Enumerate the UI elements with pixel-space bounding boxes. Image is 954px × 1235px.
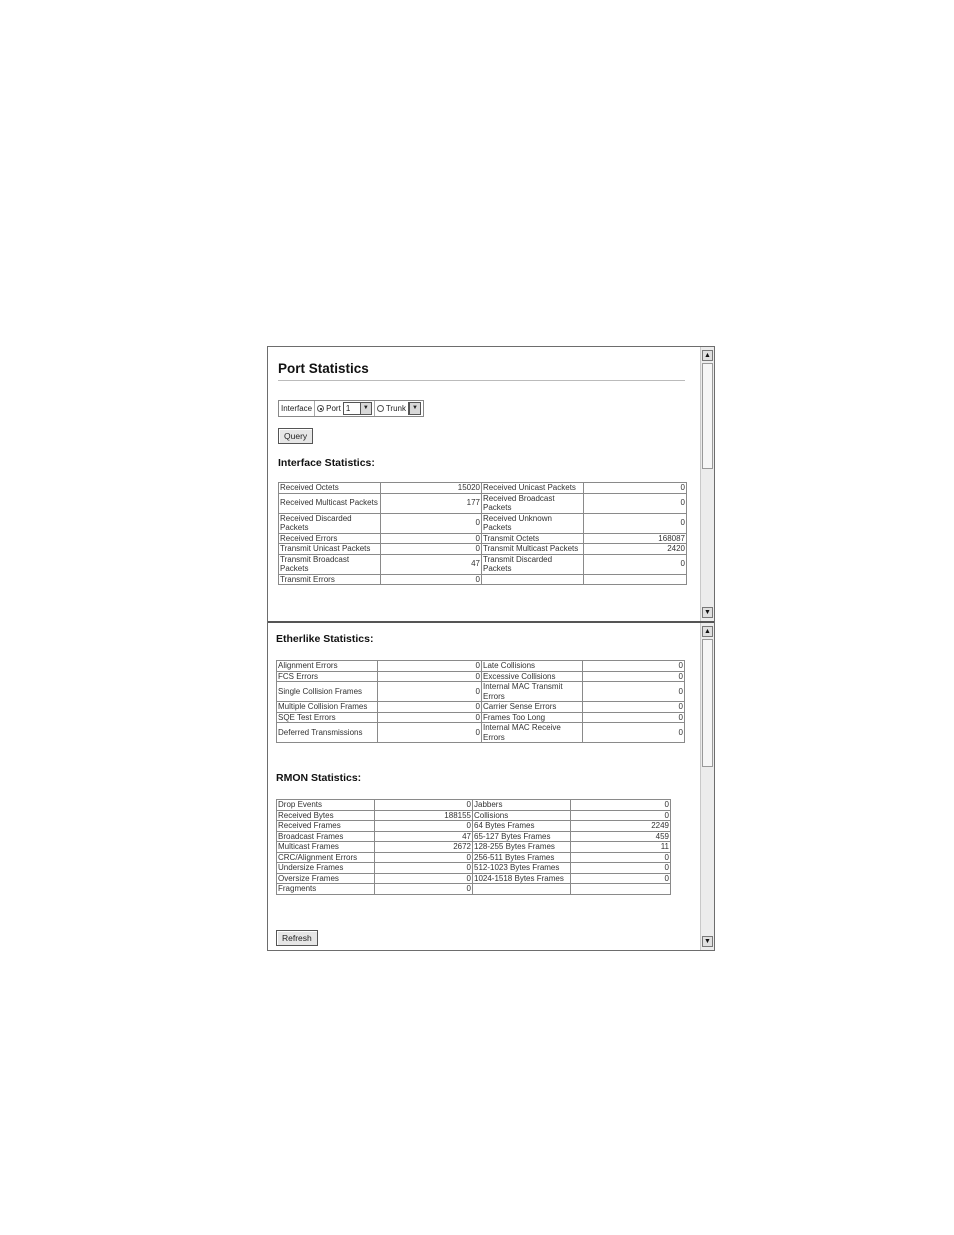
- rmon-stat-row: [277, 852, 671, 863]
- stat-label: Received Discarded Packets: [279, 513, 381, 533]
- stat-value: 0: [375, 873, 473, 884]
- stat-value: 0: [583, 671, 685, 682]
- stat-label: Transmit Octets: [482, 533, 584, 544]
- stat-label: Received Broadcast Packets: [482, 493, 584, 513]
- bottom-pane-scrollbar[interactable]: [700, 623, 714, 950]
- trunk-option-label: Trunk: [385, 404, 406, 413]
- stat-value: 0: [378, 682, 482, 702]
- stat-value: 0: [571, 810, 671, 821]
- scroll-down-arrow-icon[interactable]: ▼: [702, 607, 713, 618]
- stat-value: 0: [571, 863, 671, 874]
- trunk-option: [375, 401, 423, 416]
- scroll-up-arrow-icon[interactable]: ▲: [702, 626, 713, 637]
- stat-label: [482, 574, 584, 585]
- stat-value: 0: [378, 671, 482, 682]
- stat-label: Undersize Frames: [277, 863, 375, 874]
- scroll-down-arrow-icon[interactable]: ▼: [702, 936, 713, 947]
- interface-stat-row: [279, 554, 687, 574]
- stat-label: Collisions: [473, 810, 571, 821]
- stat-label: Single Collision Frames: [277, 682, 378, 702]
- stat-label: Carrier Sense Errors: [482, 702, 583, 713]
- stat-value: 47: [375, 831, 473, 842]
- page-title: Port Statistics: [278, 361, 369, 376]
- stat-value: 0: [375, 863, 473, 874]
- stat-value: 0: [378, 702, 482, 713]
- scroll-up-arrow-icon[interactable]: ▲: [702, 350, 713, 361]
- stat-value: 47: [381, 554, 482, 574]
- port-select-value: 1: [345, 404, 351, 413]
- stat-value: [571, 884, 671, 895]
- rmon-statistics-body: [277, 800, 671, 895]
- stat-label: Multiple Collision Frames: [277, 702, 378, 713]
- stat-label: Transmit Unicast Packets: [279, 544, 381, 555]
- stat-value: 0: [378, 712, 482, 723]
- stat-value: 188155: [375, 810, 473, 821]
- stat-label: Internal MAC Receive Errors: [482, 723, 583, 743]
- stat-value: 0: [378, 723, 482, 743]
- etherlike-statistics-table: [276, 660, 685, 743]
- stat-value: 0: [381, 533, 482, 544]
- stat-value: 459: [571, 831, 671, 842]
- stat-value: 0: [583, 723, 685, 743]
- stat-value: 177: [381, 493, 482, 513]
- rmon-stat-row: [277, 800, 671, 811]
- stat-label: Internal MAC Transmit Errors: [482, 682, 583, 702]
- top-pane: [268, 347, 714, 623]
- stat-label: Transmit Broadcast Packets: [279, 554, 381, 574]
- etherlike-stat-row: [277, 723, 685, 743]
- interface-statistics-body: [279, 483, 687, 585]
- stat-label: 512-1023 Bytes Frames: [473, 863, 571, 874]
- stat-label: Transmit Multicast Packets: [482, 544, 584, 555]
- stat-label: Received Errors: [279, 533, 381, 544]
- stat-value: [584, 574, 687, 585]
- stat-label: Oversize Frames: [277, 873, 375, 884]
- browser-frame: [267, 346, 715, 951]
- stat-value: 15020: [381, 483, 482, 494]
- interface-statistics-title: Interface Statistics:: [278, 457, 375, 469]
- chevron-down-icon[interactable]: ▼: [409, 403, 420, 414]
- query-button[interactable]: Query: [278, 428, 313, 444]
- bottom-pane: [268, 623, 714, 950]
- rmon-stat-row: [277, 810, 671, 821]
- stat-value: 0: [375, 800, 473, 811]
- stat-value: 0: [571, 873, 671, 884]
- rmon-stat-row: [277, 831, 671, 842]
- etherlike-stat-row: [277, 682, 685, 702]
- stat-label: Late Collisions: [482, 661, 583, 672]
- stat-label: 64 Bytes Frames: [473, 821, 571, 832]
- stat-label: Jabbers: [473, 800, 571, 811]
- interface-stat-row: [279, 513, 687, 533]
- stat-value: 0: [378, 661, 482, 672]
- stat-label: 128-255 Bytes Frames: [473, 842, 571, 853]
- rmon-statistics-title: RMON Statistics:: [276, 772, 362, 784]
- refresh-button[interactable]: Refresh: [276, 930, 318, 946]
- stat-label: Received Frames: [277, 821, 375, 832]
- stat-label: Received Bytes: [277, 810, 375, 821]
- rmon-stat-row: [277, 873, 671, 884]
- interface-stat-row: [279, 493, 687, 513]
- stat-value: 2420: [584, 544, 687, 555]
- stat-label: FCS Errors: [277, 671, 378, 682]
- interface-label: Interface: [279, 401, 315, 416]
- interface-selector: [278, 400, 424, 417]
- stat-value: 0: [584, 513, 687, 533]
- scrollbar-thumb[interactable]: [702, 363, 713, 469]
- stat-value: 0: [584, 483, 687, 494]
- trunk-select[interactable]: [408, 402, 421, 415]
- stat-label: Transmit Discarded Packets: [482, 554, 584, 574]
- port-select[interactable]: [343, 402, 372, 415]
- etherlike-stat-row: [277, 671, 685, 682]
- interface-stat-row: [279, 574, 687, 585]
- stat-label: 65-127 Bytes Frames: [473, 831, 571, 842]
- scrollbar-thumb[interactable]: [702, 639, 713, 767]
- stat-value: 0: [375, 821, 473, 832]
- stat-value: 0: [381, 544, 482, 555]
- top-pane-scrollbar[interactable]: [700, 347, 714, 621]
- trunk-radio[interactable]: [377, 405, 384, 412]
- etherlike-stat-row: [277, 712, 685, 723]
- stat-label: Received Unicast Packets: [482, 483, 584, 494]
- etherlike-stat-row: [277, 702, 685, 713]
- interface-statistics-table: [278, 482, 687, 585]
- stat-label: Transmit Errors: [279, 574, 381, 585]
- etherlike-stat-row: [277, 661, 685, 672]
- stat-value: 0: [375, 852, 473, 863]
- stat-label: 1024-1518 Bytes Frames: [473, 873, 571, 884]
- stat-value: 0: [583, 712, 685, 723]
- interface-stat-row: [279, 483, 687, 494]
- stat-label: [473, 884, 571, 895]
- stat-label: Received Multicast Packets: [279, 493, 381, 513]
- stat-value: 0: [381, 513, 482, 533]
- stat-label: Broadcast Frames: [277, 831, 375, 842]
- stat-value: 2672: [375, 842, 473, 853]
- stat-value: 0: [583, 661, 685, 672]
- stat-value: 0: [381, 574, 482, 585]
- port-radio[interactable]: [317, 405, 324, 412]
- stat-label: Fragments: [277, 884, 375, 895]
- stat-value: 168087: [584, 533, 687, 544]
- stat-value: 0: [571, 852, 671, 863]
- stat-label: Drop Events: [277, 800, 375, 811]
- title-divider: [278, 380, 685, 381]
- etherlike-statistics-title: Etherlike Statistics:: [276, 633, 374, 645]
- stat-label: Received Octets: [279, 483, 381, 494]
- stat-value: 0: [583, 702, 685, 713]
- rmon-stat-row: [277, 863, 671, 874]
- stat-value: 0: [584, 493, 687, 513]
- rmon-stat-row: [277, 884, 671, 895]
- stat-label: Multicast Frames: [277, 842, 375, 853]
- rmon-statistics-table: [276, 799, 671, 895]
- stat-value: 11: [571, 842, 671, 853]
- stat-value: 0: [571, 800, 671, 811]
- stat-label: Deferred Transmissions: [277, 723, 378, 743]
- chevron-down-icon[interactable]: ▼: [360, 403, 371, 414]
- stat-value: 0: [375, 884, 473, 895]
- stat-label: Received Unknown Packets: [482, 513, 584, 533]
- stat-value: 0: [583, 682, 685, 702]
- rmon-stat-row: [277, 842, 671, 853]
- stat-value: 0: [584, 554, 687, 574]
- stat-label: Excessive Collisions: [482, 671, 583, 682]
- etherlike-statistics-body: [277, 661, 685, 743]
- stat-label: 256-511 Bytes Frames: [473, 852, 571, 863]
- stat-label: Alignment Errors: [277, 661, 378, 672]
- stat-value: 2249: [571, 821, 671, 832]
- interface-stat-row: [279, 533, 687, 544]
- rmon-stat-row: [277, 821, 671, 832]
- interface-stat-row: [279, 544, 687, 555]
- port-option-label: Port: [326, 404, 341, 413]
- stat-label: SQE Test Errors: [277, 712, 378, 723]
- stat-label: Frames Too Long: [482, 712, 583, 723]
- stat-label: CRC/Alignment Errors: [277, 852, 375, 863]
- port-option: [315, 401, 375, 416]
